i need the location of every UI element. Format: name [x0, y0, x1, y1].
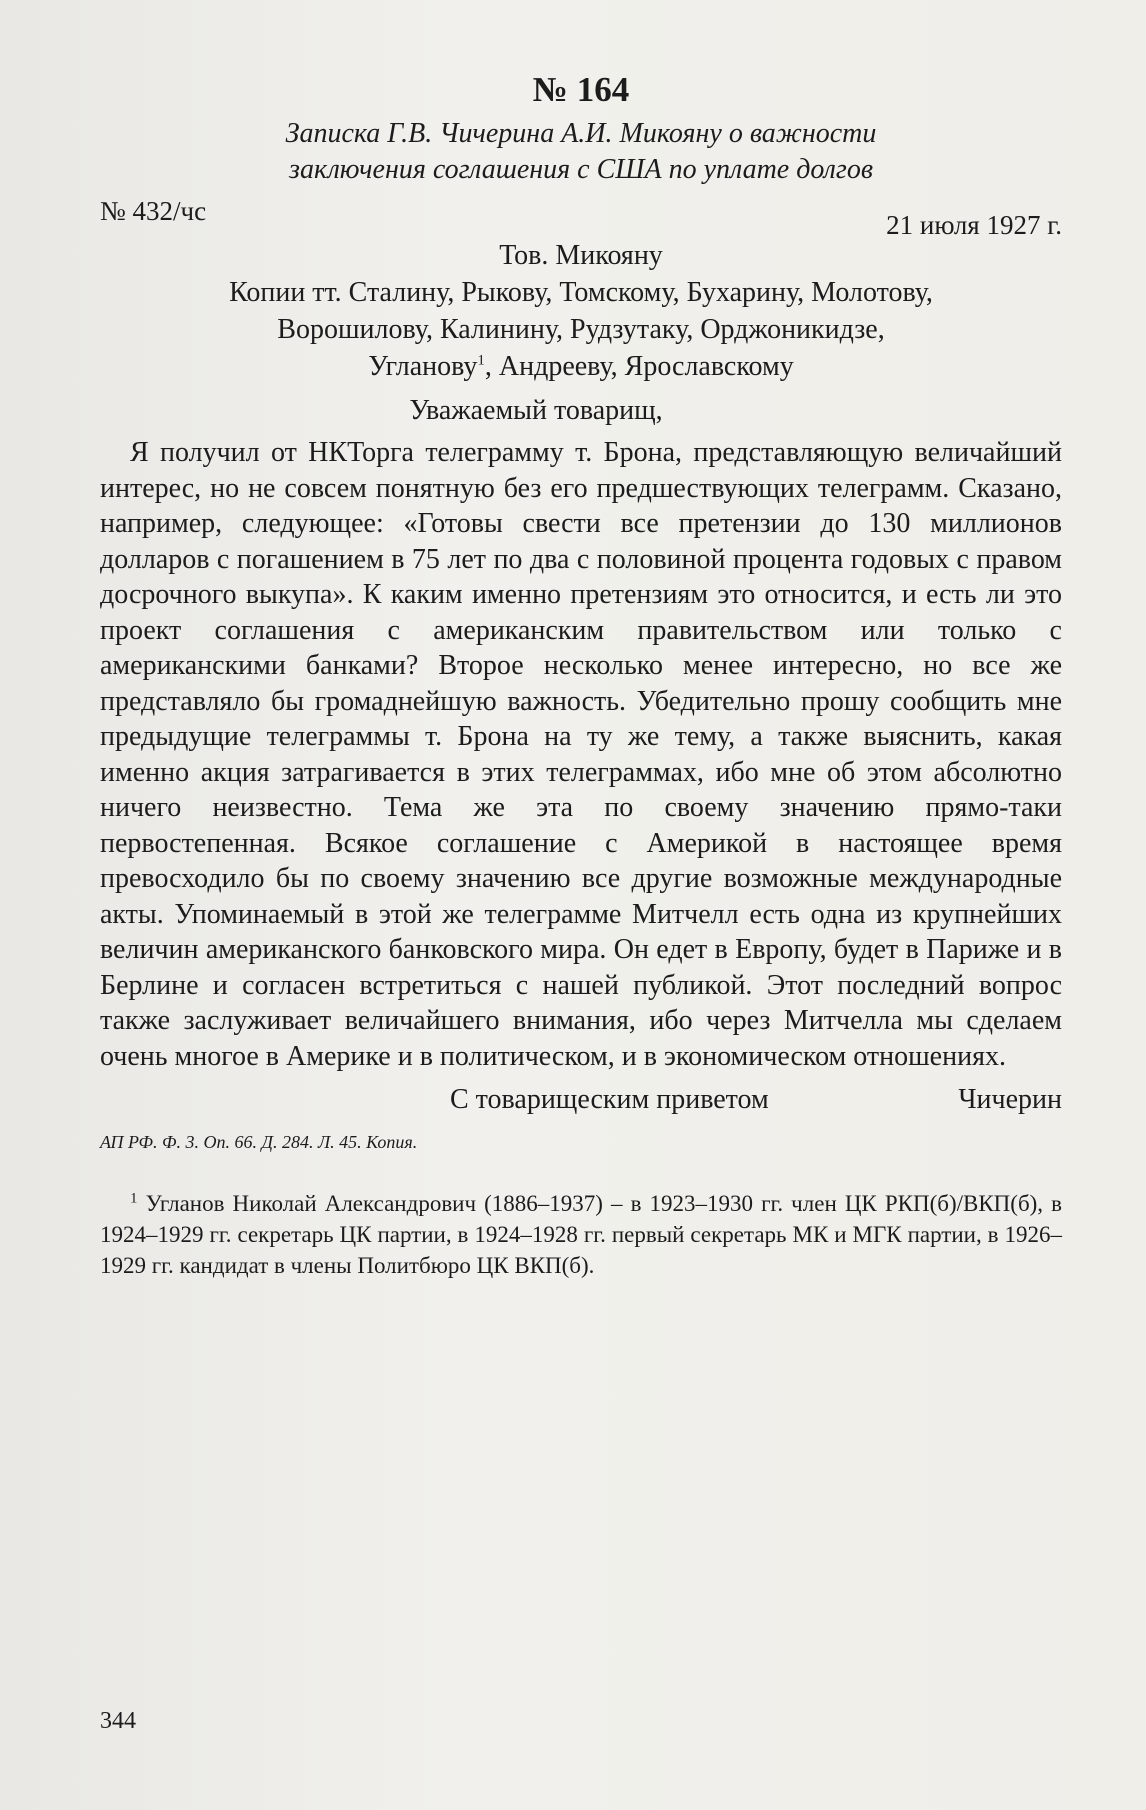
signature: Чичерин	[958, 1084, 1062, 1115]
archive-reference: АП РФ. Ф. 3. Оп. 66. Д. 284. Л. 45. Копия.	[100, 1132, 418, 1152]
copies-line: Ворошилову, Калинину, Рудзутаку, Орджоникидзе,	[277, 314, 885, 345]
title-line: заключения соглашения с США по уплате долгов	[289, 154, 873, 185]
registration-number: № 432/чс	[100, 196, 207, 226]
document-body	[100, 70, 1062, 1281]
title-line: Записка Г.В. Чичерина А.И. Микояну о важности	[285, 118, 877, 149]
footnote	[100, 1188, 1062, 1281]
letter-body: Я получил от НКТорга телеграмму т. Брона, представляющую величайший интерес, но не совсем понятную без его предшествующих телеграмм. Сказано, например, следующее: «Готовы свести все претензии до 130 миллионов долларов с погашением в 75 лет по два с половиной процента годовых с правом досрочного выкупа». К каким именно претензиям это относится, и есть ли это проект соглашения с американским правительством или только с американскими банками? Второе несколько менее интересно, но все же представляло бы громаднейшую важность. Убедительно прошу сообщить мне предыдущие телеграммы т. Брона на ту же тему, а также выяснить, какая именно акция затрагивается в этих телеграммах, ибо мне об этом абсолютно ничего неизвестно. Тема же эта по своему значению прямо-таки первостепенная. Всякое соглашение с Америкой в настоящее время превосходило бы по своему значению все другие возможные международные акты. Упоминаемый в этой же телеграмме Митчелл есть одна из крупнейших величин американского банковского мира. Он едет в Европу, будет в Париже и в Берлине и согласен встретиться с нашей публикой. Этот последний вопрос также заслуживает величайшего внимания, ибо через Митчелла мы сделаем очень многое в Америке и в политическом, и в экономическом отношениях.	[100, 437, 1062, 1072]
page-number: 344	[100, 1708, 136, 1734]
addressee: Тов. Микояну	[499, 240, 663, 271]
copies-name: Угланову	[368, 351, 478, 382]
copies-line	[100, 348, 1062, 385]
closing-row	[100, 1084, 1062, 1124]
document-number: № 164	[532, 70, 630, 109]
salutation: Уважаемый товарищ,	[409, 395, 663, 426]
document-title	[100, 116, 1062, 188]
footnote-mark: 1	[130, 1190, 138, 1207]
footnote-text: Угланов Николай Александрович (1886–1937) – в 1923–1930 гг. член ЦК РКП(б)/ВКП(б), в 1924–1929 гг. секретарь ЦК партии, в 1924–1928 гг. первый секретарь МК и МГК партии, в 1926–1929 гг. кандидат в члены Политбюро ЦК ВКП(б).	[100, 1191, 1062, 1278]
footnote-reference: 1	[477, 352, 485, 369]
copies-line: Копии тт. Сталину, Рыкову, Томскому, Бухарину, Молотову,	[229, 277, 933, 308]
meta-row	[100, 196, 1062, 240]
closing-phrase: С товарищеским приветом	[450, 1084, 769, 1115]
copies-list	[100, 274, 1062, 385]
document-date: 21 июля 1927 г.	[886, 210, 1062, 240]
copies-rest: , Андрееву, Ярославскому	[484, 351, 794, 382]
